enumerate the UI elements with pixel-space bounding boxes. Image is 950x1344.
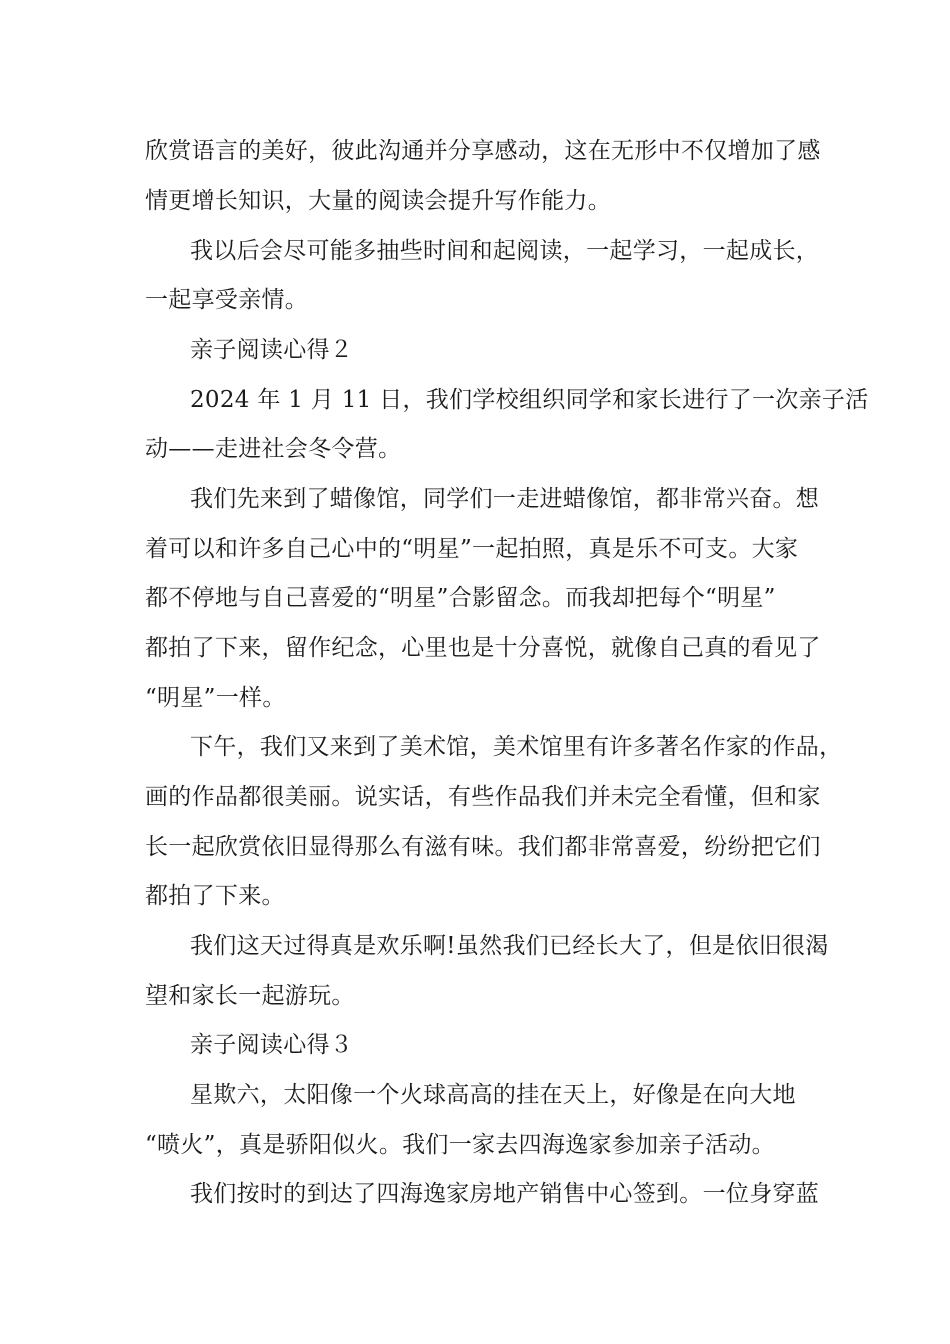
text-line: “明星”一样。 <box>145 685 286 711</box>
text-line: 长一起欣赏依旧显得那么有滋有味。我们都非常喜爱，纷纷把它们 <box>145 834 821 860</box>
section-heading: 亲子阅读心得２ <box>190 337 354 363</box>
text-line: 着可以和许多自己心中的“明星”一起拍照，真是乐不可支。大家 <box>145 536 799 562</box>
text-line: 星欺六，太阳像一个火球高高的挂在天上，好像是在向大地 <box>190 1082 796 1108</box>
text-line: 下午，我们又来到了美术馆，美术馆里有许多著名作家的作品， <box>190 734 843 760</box>
text-line: 2024 年 1 月 11 日，我们学校组织同学和家长进行了一次亲子活 <box>190 387 869 413</box>
section-heading: 亲子阅读心得３ <box>190 1032 354 1058</box>
text-line: 画的作品都很美丽。说实话，有些作品我们并未完全看懂，但和家 <box>145 784 821 810</box>
text-line: 望和家长一起游玩。 <box>145 983 355 1009</box>
text-line: 我以后会尽可能多抽些时间和起阅读，一起学习，一起成长， <box>190 238 820 264</box>
text-line: “喷火”，真是骄阳似火。我们一家去四海逸家参加亲子活动。 <box>145 1132 775 1158</box>
text-line: 我们这天过得真是欢乐啊!虽然我们已经长大了，但是依旧很渴 <box>190 933 829 959</box>
text-line: 都不停地与自己喜爱的“明星”合影留念。而我却把每个“明星” <box>145 585 776 611</box>
text-line: 动——走进社会冬令营。 <box>145 436 402 462</box>
text-line: 我们按时的到达了四海逸家房地产销售中心签到。一位身穿蓝 <box>190 1181 820 1207</box>
text-line: 一起享受亲情。 <box>145 287 309 313</box>
text-line: 都拍了下来。 <box>145 883 285 909</box>
text-line: 欣赏语言的美好，彼此沟通并分享感动，这在无形中不仅增加了感 <box>145 138 821 164</box>
text-line: 我们先来到了蜡像馆，同学们一走进蜡像馆，都非常兴奋。想 <box>190 486 820 512</box>
text-line: 都拍了下来，留作纪念，心里也是十分喜悦，就像自己真的看见了 <box>145 635 821 661</box>
text-line: 情更增长知识，大量的阅读会提升写作能力。 <box>145 188 611 214</box>
